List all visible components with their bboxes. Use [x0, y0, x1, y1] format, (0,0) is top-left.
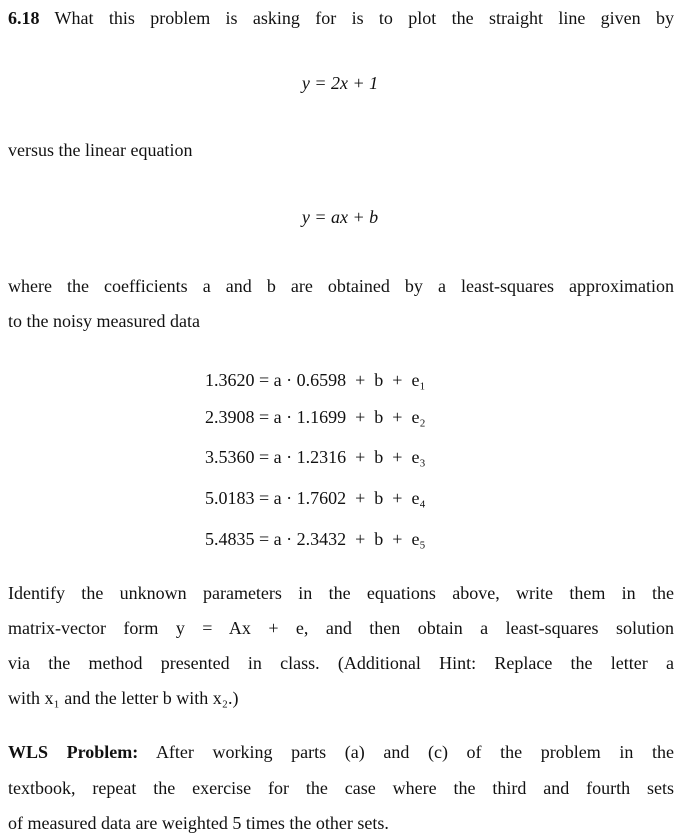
- where-text-2: to the noisy measured data: [8, 311, 200, 331]
- data-equation-5: 5.4835 = a · 2.3432 + b + e₅: [205, 529, 426, 549]
- problem-number: 6.18: [8, 8, 40, 28]
- data-equation-1: 1.3620 = a · 0.6598 + b + e₁: [205, 370, 426, 390]
- identify-line-3: via the method presented in class. (Additional Hint: Replace the letter a: [8, 653, 674, 673]
- versus-text: versus the linear equation: [8, 140, 193, 160]
- wls-heading: WLS Problem:: [8, 742, 139, 762]
- intro-text: What this problem is asking for is to plot the straight line given by: [54, 8, 674, 28]
- equation-true-line: y = 2x + 1: [301, 73, 379, 93]
- identify-line-4: with x₁ and the letter b with x₂.): [8, 688, 239, 708]
- identify-line-1: Identify the unknown parameters in the equations above, write them in the: [8, 583, 674, 603]
- equation-linear-model: y = ax + b: [301, 207, 379, 227]
- where-text-1: where the coefficients a and b are obtained by a least-squares approximation: [8, 276, 674, 296]
- problem-intro: [8, 7, 674, 29]
- data-equation-4: 5.0183 = a · 1.7602 + b + e₄: [205, 488, 426, 508]
- data-equation-2: 2.3908 = a · 1.1699 + b + e₂: [205, 407, 426, 427]
- wls-line-3: of measured data are weighted 5 times the other sets.: [8, 813, 389, 833]
- data-equation-3: 3.5360 = a · 1.2316 + b + e₃: [205, 447, 426, 467]
- wls-text-1: After working parts (a) and (c) of the problem in the: [155, 742, 675, 762]
- wls-line-1: [8, 741, 674, 763]
- wls-line-2: textbook, repeat the exercise for the case where the third and fourth sets: [8, 778, 674, 798]
- identify-line-2: matrix-vector form y = Ax + e, and then obtain a least-squares solution: [8, 618, 674, 638]
